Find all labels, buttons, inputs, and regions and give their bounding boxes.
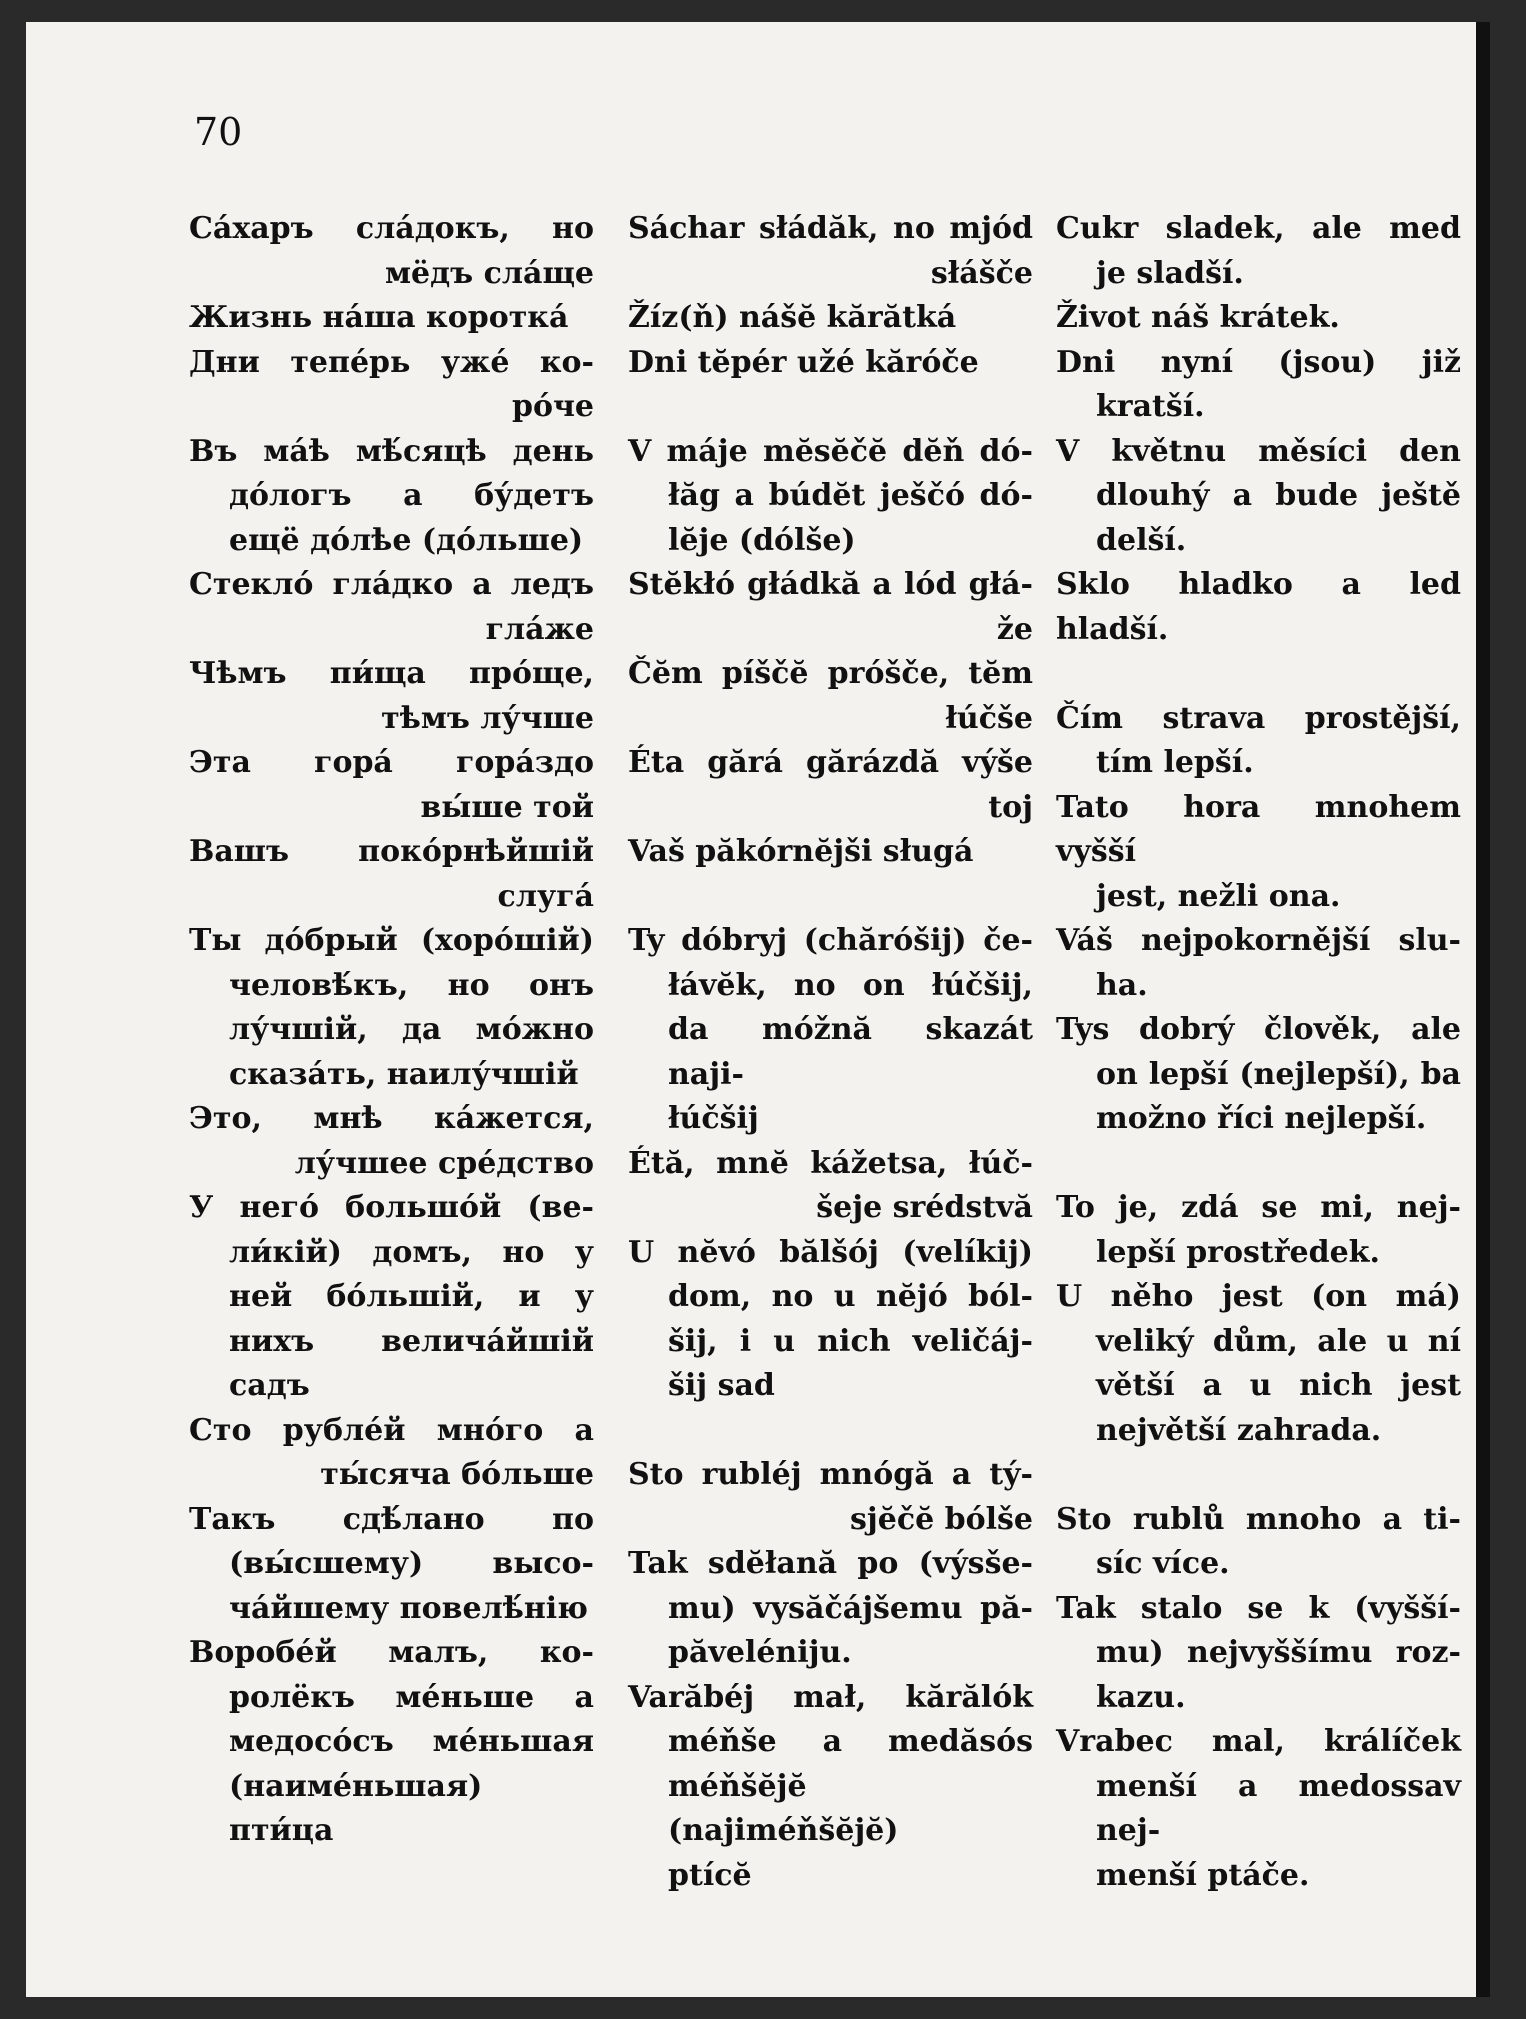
russian-line: Вашъ поко́рнѣйшій (189, 834, 594, 869)
transliteration-line: da móžnă skazát naji- (668, 1012, 1033, 1092)
russian-line: пти́ца (229, 1813, 334, 1848)
czech-line: kratší. (1096, 389, 1205, 424)
russian-line: гла́же (485, 611, 594, 647)
transliteration-line: Čĕm píščĕ próšče, tĕm (628, 656, 1033, 691)
russian-entry (189, 652, 594, 741)
transliteration-line: lĕje (dólše) (668, 522, 856, 558)
russian-entry (189, 430, 594, 564)
transliteration-line: ptícĕ (668, 1857, 752, 1893)
russian-entry (189, 563, 594, 652)
czech-entry (1056, 1186, 1461, 1275)
book-page (26, 22, 1490, 1997)
czech-line: ha. (1096, 967, 1148, 1003)
russian-entry (189, 296, 594, 341)
transliteration-line: méňšĕjĕ (najiméňšĕjĕ) (668, 1768, 899, 1848)
transliteration-line: mu) vysăčájšemu pă- (668, 1590, 1033, 1626)
transliteration-line: dom, no u nĕjó ból- (668, 1279, 1033, 1314)
czech-line: Vrabec mal, králíček (1056, 1724, 1461, 1759)
transliteration-line: U nĕvó bălšój (velíkij) (628, 1234, 1033, 1270)
czech-line: Tak stalo se k (vyšší- (1056, 1590, 1461, 1626)
transliteration-entry (628, 919, 1033, 1142)
russian-line: Эта гора́ гора́здо (189, 745, 594, 780)
russian-line: Воробе́й малъ, ко- (189, 1635, 594, 1670)
russian-entry (189, 207, 594, 296)
czech-line: Tato hora mnohem vyšší (1056, 789, 1461, 869)
czech-entry (1056, 786, 1461, 920)
transliteration-line: słášče (930, 255, 1033, 291)
czech-line: Čím strava prostější, (1056, 700, 1461, 736)
transliteration-line: Dni tĕpér užé kăróče (628, 344, 979, 380)
russian-line: Стекло́ гла́дко а ледъ (189, 567, 594, 602)
russian-line: Въ ма́ѣ мѣ́сяцѣ день (189, 433, 594, 469)
czech-column (1056, 207, 1461, 1987)
czech-line: síc více. (1096, 1546, 1230, 1581)
czech-line: U něho jest (on má) (1056, 1279, 1461, 1314)
russian-entry (189, 1186, 594, 1409)
transliteration-entry (628, 1231, 1033, 1454)
russian-line: Это, мнѣ ка́жется, (189, 1101, 594, 1136)
czech-line: největší zahrada. (1096, 1412, 1382, 1448)
russian-line: У него́ большо́й (ве- (189, 1190, 594, 1225)
russian-line: Сто рубле́й мно́го а (189, 1412, 594, 1448)
transliteration-entry (628, 741, 1033, 830)
czech-entry (1056, 296, 1461, 341)
czech-line: Život náš krátek. (1056, 300, 1340, 335)
czech-line: mu) nejvyššímu roz- (1096, 1635, 1461, 1670)
transliteration-entry (628, 1142, 1033, 1231)
russian-line: (наиме́ньшая) (229, 1768, 483, 1804)
russian-entry (189, 1097, 594, 1186)
russian-column (189, 207, 594, 1854)
transliteration-entry (628, 1676, 1033, 1943)
czech-line: jest, nežli ona. (1096, 878, 1341, 914)
transliteration-line: łúčše (945, 700, 1033, 736)
czech-entry (1056, 563, 1461, 697)
czech-entry (1056, 430, 1461, 564)
czech-entry (1056, 919, 1461, 1008)
czech-line: Sklo hladko a led hladší. (1056, 567, 1461, 647)
transliteration-line: Sáchar słádăk, no mjód (628, 211, 1033, 246)
czech-line: kazu. (1096, 1679, 1186, 1715)
transliteration-line: šeje srédstvă (816, 1190, 1033, 1225)
czech-line: lepší prostředek. (1096, 1234, 1380, 1270)
transliteration-line: Ty dóbryj (chăróšij) če- (628, 923, 1033, 958)
russian-line: тѣмъ лу́чше (381, 700, 594, 736)
czech-entry (1056, 1498, 1461, 1587)
russian-entry (189, 741, 594, 830)
czech-line: možno říci nejlepší. (1096, 1101, 1427, 1136)
transliteration-line: méňše a medăsós (668, 1724, 1033, 1759)
russian-entry (189, 341, 594, 430)
russian-line: лу́чшее сре́дство (294, 1145, 594, 1181)
russian-line: Дни тепе́рь уже́ ко- (189, 344, 594, 380)
russian-line: ли́кій) домъ, но у (229, 1234, 594, 1270)
transliteration-line: šij sad (668, 1368, 775, 1403)
russian-line: мёдъ сла́ще (384, 255, 594, 291)
czech-line: Cukr sladek, ale med (1056, 211, 1461, 246)
russian-line: ещё до́лѣе (до́льше) (229, 522, 584, 558)
czech-line: delší. (1096, 522, 1187, 558)
czech-line: veliký dům, ale u ní (1096, 1323, 1461, 1359)
page-number: 70 (194, 110, 243, 154)
czech-line: je sladší. (1096, 255, 1244, 291)
transliteration-line: Éta gărá gărázdă výše (628, 745, 1033, 780)
transliteration-entry (628, 296, 1033, 341)
russian-line: ты́сяча бо́льше (320, 1457, 594, 1492)
russian-entry (189, 830, 594, 919)
russian-line: Са́харъ сла́докъ, но (189, 211, 594, 246)
transliteration-line: Étă, mnĕ kážetsa, łúč- (628, 1145, 1033, 1181)
czech-entry (1056, 341, 1461, 430)
russian-line: до́логъ а бу́детъ (229, 478, 594, 513)
czech-entry (1056, 1587, 1461, 1721)
russian-line: Такъ сдѣ́лано по (189, 1501, 594, 1537)
czech-line: Dni nyní (jsou) již (1056, 344, 1461, 380)
transliteration-line: V máje mĕsĕčĕ dĕň dó- (628, 433, 1033, 469)
transliteration-line: łúčšij (668, 1101, 759, 1136)
transliteration-entry (628, 563, 1033, 652)
czech-line: V květnu měsíci den (1056, 433, 1461, 469)
transliteration-line: łávĕk, no on łúčšij, (668, 967, 1033, 1003)
russian-line: Ты до́брый (хоро́шій) (189, 923, 594, 958)
russian-entry (189, 1498, 594, 1632)
russian-line: ча́йшему повелѣ́нію (229, 1590, 588, 1626)
transliteration-entry (628, 830, 1033, 919)
czech-line: menší ptáče. (1096, 1857, 1310, 1893)
transliteration-entry (628, 1542, 1033, 1676)
czech-line: on lepší (nejlepší), ba (1096, 1056, 1461, 1092)
czech-line: menší a medossav nej- (1096, 1768, 1461, 1848)
russian-line: сказа́ть, наилу́чшій (229, 1056, 579, 1092)
russian-line: человѣ́къ, но онъ (229, 967, 594, 1003)
transliteration-line: păveléniju. (668, 1635, 852, 1670)
russian-line: медосо́съ ме́ньшая (229, 1724, 594, 1759)
transliteration-line: Varăbéj mał, kărălók (628, 1679, 1033, 1715)
russian-line: ролёкъ ме́ньше а (229, 1679, 594, 1715)
czech-entry (1056, 1008, 1461, 1186)
transliteration-line: toj (988, 789, 1033, 825)
transliteration-line: Vaš păkórnĕjši sługá (628, 834, 974, 869)
russian-entry (189, 919, 594, 1097)
russian-line: Жизнь на́ша коротка́ (189, 300, 569, 335)
transliteration-line: Sto rubléj mnógă a tý- (628, 1457, 1033, 1492)
czech-entry (1056, 207, 1461, 296)
russian-line: нихъ велича́йшій (229, 1323, 594, 1359)
czech-line: To je, zdá se mi, nej- (1056, 1190, 1461, 1225)
page-edge (1476, 22, 1490, 1997)
russian-line: ней бо́льшій, и у (229, 1279, 594, 1314)
transliteration-entry (628, 652, 1033, 741)
transliteration-entry (628, 1453, 1033, 1542)
transliteration-line: sjĕčĕ bólše (850, 1501, 1033, 1537)
czech-line: Váš nejpokornější slu- (1056, 923, 1461, 958)
transliteration-line: Tak sdĕłană po (výsše- (628, 1546, 1033, 1581)
czech-line: Tys dobrý člověk, ale (1056, 1012, 1461, 1047)
russian-line: садъ (229, 1368, 310, 1403)
transliteration-line: šij, i u nich veličáj- (668, 1323, 1033, 1359)
transliteration-line: Žíz(ň) nášĕ kărătká (628, 300, 957, 335)
russian-line: (вы́сшему) высо- (229, 1546, 594, 1581)
transliteration-line: že (996, 611, 1033, 647)
russian-line: ро́че (511, 389, 594, 424)
russian-line: Чѣмъ пи́ща про́ще, (189, 656, 594, 691)
transliteration-entry (628, 207, 1033, 296)
czech-entry (1056, 1720, 1461, 1987)
russian-entry (189, 1631, 594, 1854)
transliteration-entry (628, 430, 1033, 564)
czech-entry (1056, 697, 1461, 786)
transliteration-line: łăg a búdĕt ješčó dó- (668, 478, 1033, 513)
czech-entry (1056, 1275, 1461, 1498)
russian-line: слуга́ (497, 878, 594, 914)
czech-line: větší a u nich jest (1096, 1368, 1461, 1403)
czech-line: tím lepší. (1096, 745, 1254, 780)
czech-line: Sto rublů mnoho a ti- (1056, 1501, 1461, 1537)
czech-line: dlouhý a bude ještě (1096, 478, 1461, 513)
russian-line: вы́ше той (420, 789, 594, 825)
transliteration-line: Stĕkłó głádkă a lód głá- (628, 567, 1033, 602)
russian-entry (189, 1409, 594, 1498)
transliteration-column (628, 207, 1033, 1943)
transliteration-entry (628, 341, 1033, 430)
russian-line: лу́чшій, да мо́жно (229, 1012, 594, 1047)
